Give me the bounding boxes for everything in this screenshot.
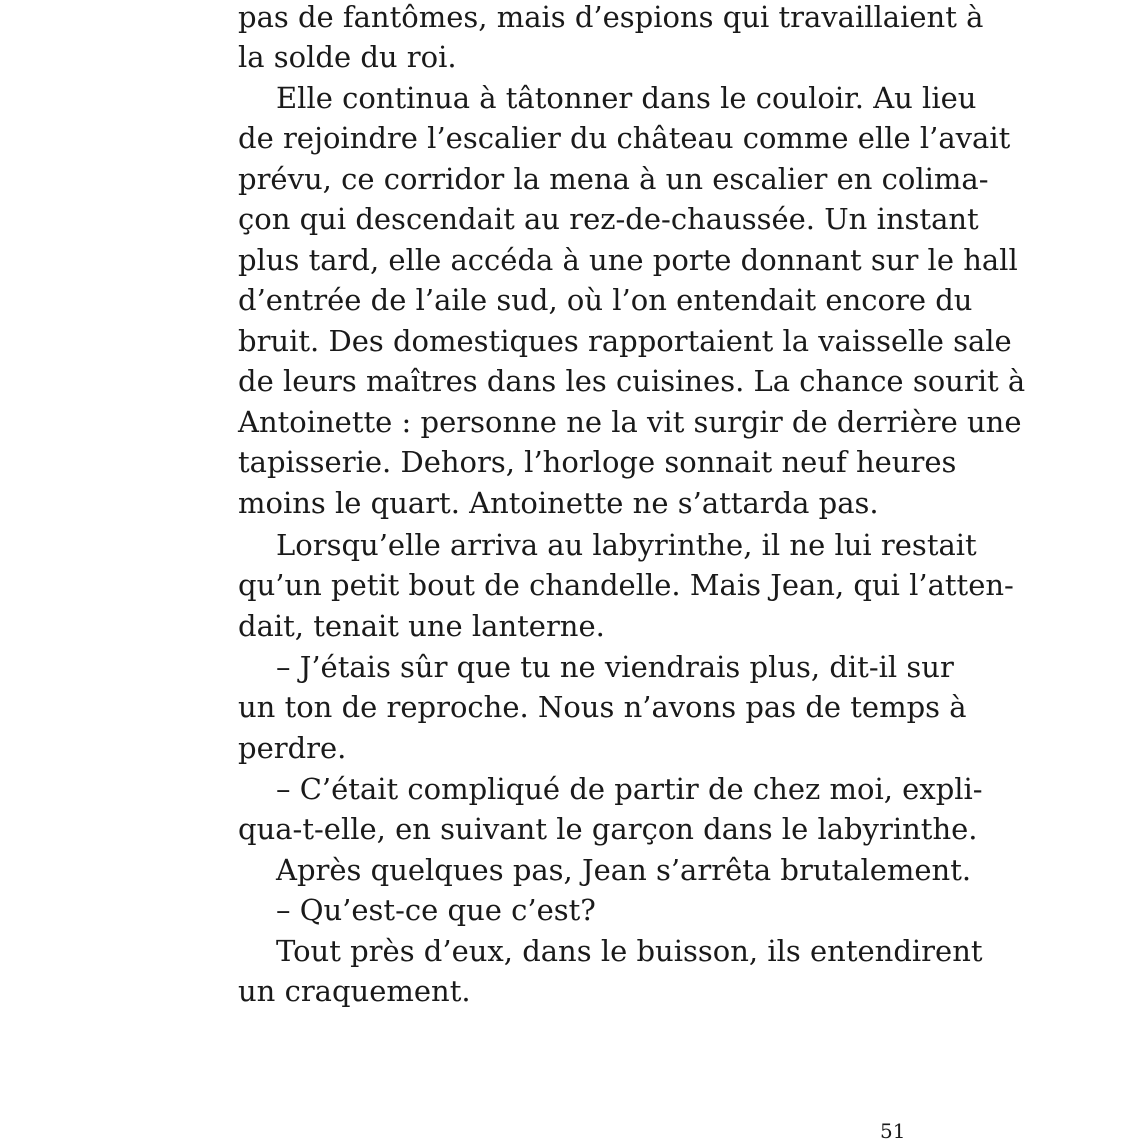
text-line: plus tard, elle accéda à une porte donnant sur le hall (238, 243, 1018, 277)
text-line: qu’un petit bout de chandelle. Mais Jean, qui l’atten- (238, 568, 1014, 602)
text-line: Antoinette : personne ne la vit surgir de derrière une (238, 405, 1022, 439)
page-number: 51 (880, 1119, 906, 1143)
text-line: la solde du roi. (238, 40, 457, 74)
text-line: – C’était compliqué de partir de chez moi, expli- (276, 772, 983, 806)
text-line: d’entrée de l’aile sud, où l’on entendait encore du (238, 283, 973, 317)
text-line: moins le quart. Antoinette ne s’attarda pas. (238, 486, 879, 520)
text-line: prévu, ce corridor la mena à un escalier en colima- (238, 162, 989, 196)
text-line: perdre. (238, 731, 347, 765)
text-line: Lorsqu’elle arriva au labyrinthe, il ne lui restait (276, 528, 977, 562)
text-line: bruit. Des domestiques rapportaient la vaisselle sale (238, 324, 1012, 358)
text-line: un ton de reproche. Nous n’avons pas de temps à (238, 690, 967, 724)
text-line: qua-t-elle, en suivant le garçon dans le labyrinthe. (238, 812, 978, 846)
text-line: Tout près d’eux, dans le buisson, ils entendirent (276, 934, 983, 968)
text-line: dait, tenait une lanterne. (238, 609, 605, 643)
text-line: Après quelques pas, Jean s’arrêta brutalement. (276, 853, 972, 887)
text-line: çon qui descendait au rez-de-chaussée. Un instant (238, 202, 979, 236)
text-line: – J’étais sûr que tu ne viendrais plus, dit-il sur (276, 650, 954, 684)
text-line: pas de fantômes, mais d’espions qui travaillaient à (238, 0, 984, 34)
text-line: un craquement. (238, 974, 471, 1008)
text-line: tapisserie. Dehors, l’horloge sonnait neuf heures (238, 445, 957, 479)
text-line: de rejoindre l’escalier du château comme elle l’avait (238, 121, 1011, 155)
text-line: – Qu’est-ce que c’est? (276, 893, 596, 927)
text-line: Elle continua à tâtonner dans le couloir. Au lieu (276, 81, 977, 115)
text-line: de leurs maîtres dans les cuisines. La chance sourit à (238, 364, 1026, 398)
